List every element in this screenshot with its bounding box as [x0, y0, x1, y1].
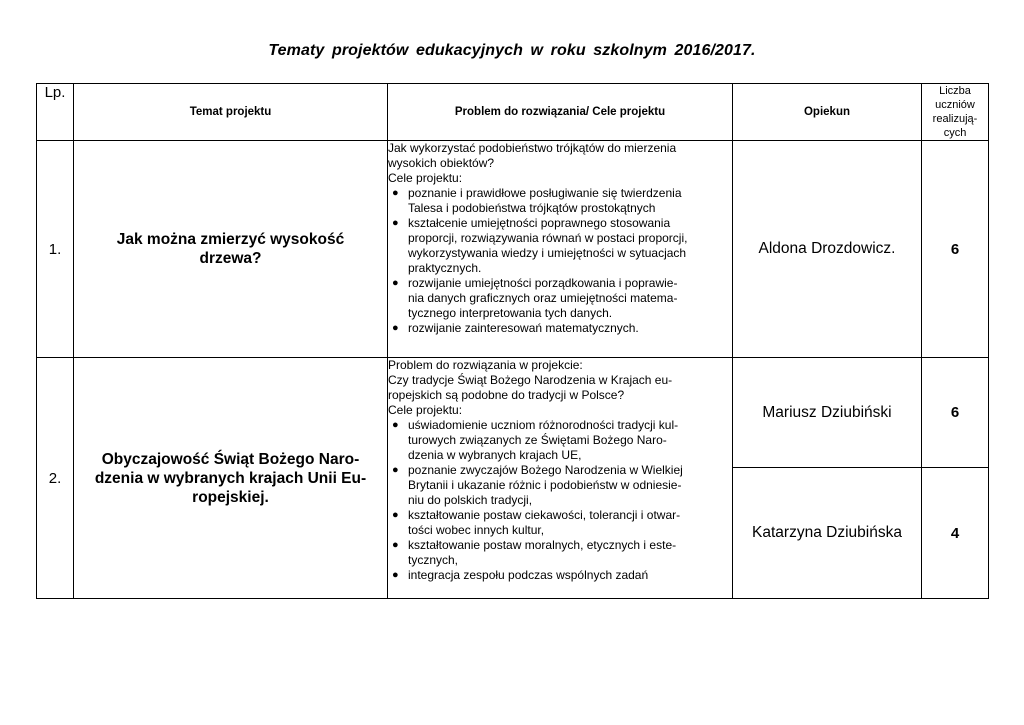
project-topic	[74, 358, 388, 599]
teacher-name: Katarzyna Dziubińska	[733, 468, 922, 599]
header-count-line: uczniów	[935, 99, 975, 111]
page-title: Tematy projektów edukacyjnych w roku szkolnym 2016/2017.	[268, 42, 756, 59]
goals-list	[388, 418, 732, 583]
problem-line: Cele projektu:	[388, 403, 463, 417]
problem-line: Cele projektu:	[388, 171, 463, 185]
table-row	[37, 141, 989, 358]
header-student-count	[922, 84, 989, 141]
problem-line: Problem do rozwiązania w projekcie:	[388, 358, 583, 372]
problem-line: Czy tradycje Świąt Bożego Narodzenia w Krajach eu-	[388, 373, 673, 387]
header-count-line: cych	[943, 127, 967, 139]
header-lp: Lp.	[37, 84, 74, 141]
goal-item	[392, 508, 732, 538]
teacher-name: Mariusz Dziubiński	[733, 358, 922, 468]
bullet-icon: ●	[392, 569, 399, 581]
goal-line: rozwijanie umiejętności porządkowania i poprawie-	[408, 276, 678, 290]
goal-line: rozwijanie zainteresowań matematycznych.	[408, 321, 639, 335]
row-number: 2.	[37, 358, 74, 599]
topic-line: drzewa?	[199, 250, 262, 267]
topic-line: Jak można zmierzyć wysokość	[116, 231, 345, 248]
header-count-line: Liczba	[939, 85, 971, 97]
header-problem: Problem do rozwiązania/ Cele projektu	[388, 84, 733, 141]
goal-line: niu do polskich tradycji,	[408, 493, 533, 507]
bullet-icon: ●	[392, 539, 399, 551]
goal-item	[392, 463, 732, 508]
goal-item	[392, 418, 732, 463]
table-row	[37, 358, 989, 468]
goal-line: dzenia w wybranych krajach UE,	[408, 448, 582, 462]
topic-line: ropejskiej.	[192, 488, 269, 506]
student-count: 6	[922, 358, 989, 468]
goal-line: kształtowanie postaw moralnych, etycznych i este-	[408, 538, 677, 552]
topic-line: Obyczajowość Świąt Bożego Naro-	[101, 450, 360, 468]
goal-line: tycznych,	[408, 553, 459, 567]
goal-line: praktycznych.	[408, 261, 482, 275]
projects-table	[36, 83, 989, 599]
student-count: 6	[922, 141, 989, 358]
goal-item	[392, 186, 732, 216]
goal-item	[392, 216, 732, 276]
goal-line: kształtowanie postaw ciekawości, tolerancji i otwar-	[408, 508, 681, 522]
goal-line: wykorzystywania wiedzy i umiejętności w sytuacjach	[408, 246, 687, 260]
topic-line: dzenia w wybranych krajach Unii Eu-	[94, 469, 367, 487]
project-topic	[74, 141, 388, 358]
bullet-icon: ●	[392, 217, 399, 229]
goal-item	[392, 538, 732, 568]
project-problem	[388, 141, 733, 358]
goal-line: proporcji, rozwiązywania równań w postaci proporcji,	[408, 231, 688, 245]
goal-line: poznanie i prawidłowe posługiwanie się twierdzenia	[408, 186, 682, 200]
header-row	[37, 84, 989, 141]
goals-list	[388, 186, 732, 336]
bullet-icon: ●	[392, 509, 399, 521]
goal-line: Talesa i podobieństwa trójkątów prostokątnych	[408, 201, 656, 215]
goal-line: Brytanii i ukazanie różnic i podobieństw w odniesie-	[408, 478, 682, 492]
teacher-name: Aldona Drozdowicz.	[733, 141, 922, 358]
goal-line: poznanie zwyczajów Bożego Narodzenia w Wielkiej	[408, 463, 683, 477]
problem-line: Jak wykorzystać podobieństwo trójkątów do mierzenia	[388, 141, 677, 155]
header-count-line: realizują-	[932, 113, 978, 125]
bullet-icon: ●	[392, 187, 399, 199]
bullet-icon: ●	[392, 464, 399, 476]
goal-item	[392, 568, 732, 583]
goal-line: tości wobec innych kultur,	[408, 523, 545, 537]
goal-line: integracja zespołu podczas wspólnych zadań	[408, 568, 649, 582]
bullet-icon: ●	[392, 322, 399, 334]
goal-line: nia danych graficznych oraz umiejętności matema-	[408, 291, 678, 305]
goal-item	[392, 321, 732, 336]
problem-line: ropejskich są podobne do tradycji w Polsce?	[388, 388, 625, 402]
bullet-icon: ●	[392, 277, 399, 289]
header-teacher: Opiekun	[733, 84, 922, 141]
problem-line: wysokich obiektów?	[388, 156, 495, 170]
project-problem	[388, 358, 733, 599]
goal-line: turowych związanych ze Świętami Bożego Naro-	[408, 433, 667, 447]
header-topic: Temat projektu	[74, 84, 388, 141]
student-count: 4	[922, 468, 989, 599]
row-number: 1.	[37, 141, 74, 358]
goal-line: tycznego interpretowania tych danych.	[408, 306, 613, 320]
bullet-icon: ●	[392, 419, 399, 431]
goal-line: kształcenie umiejętności poprawnego stosowania	[408, 216, 671, 230]
goal-item	[392, 276, 732, 321]
goal-line: uświadomienie uczniom różnorodności tradycji kul-	[408, 418, 679, 432]
